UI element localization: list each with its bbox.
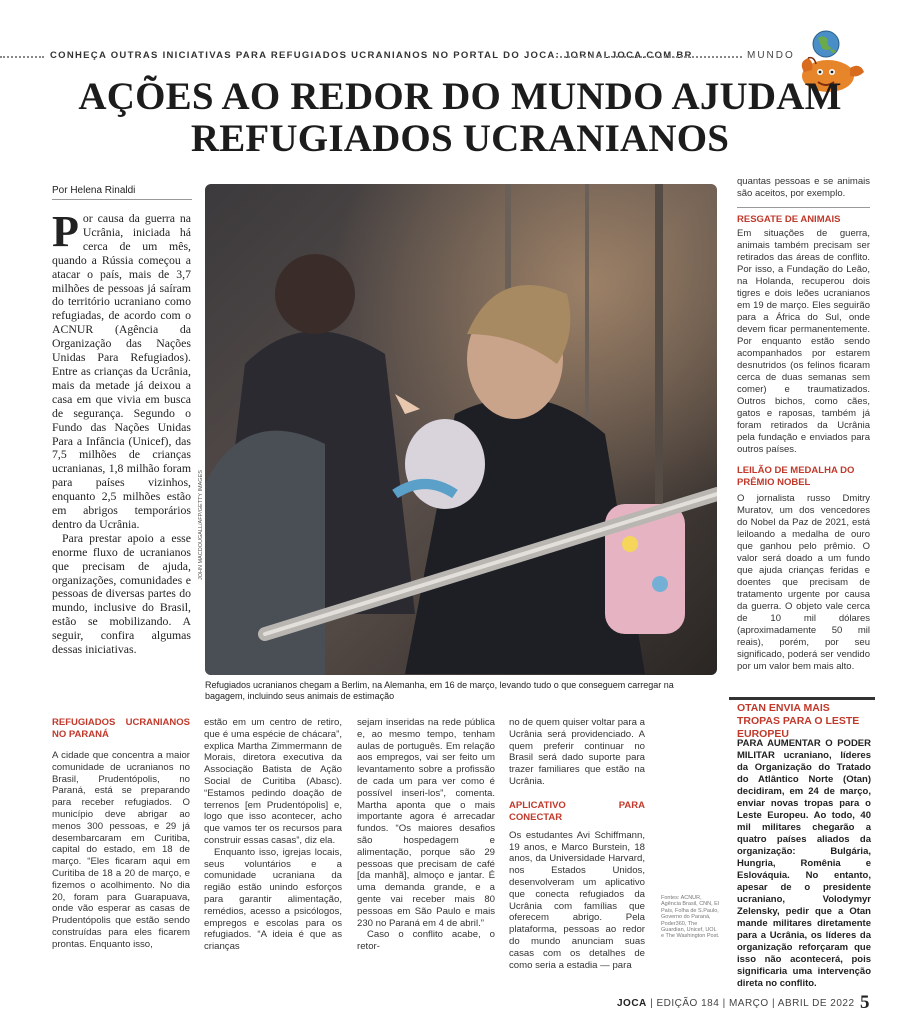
- column-1: [52, 717, 190, 951]
- column-4: [509, 717, 645, 971]
- nobel-text: O jornalista russo Dmitry Muratov, um dos vencedores do Nobel da Paz de 2021, está leiloando a medalha de ouro que ganhou pelo prêmio. O valor será doado a um fundo que ajuda crianças feridas e doentes que precisam de tratamento urgente por causa da guerra. O objeto vale cerca de 10 mil dólares (aproximadamente 50 mil reais), porém, por seu significado, poderá ser vendido por um valor bem mais alto.: [737, 493, 870, 672]
- right-column-divider: [737, 207, 870, 208]
- column-4-paragraph-1: no de quem quiser voltar para a Ucrânia será providenciado. A quem preferir continuar no Brasil será dado suporte para trazer familiares que estão na Ucrânia.: [509, 717, 645, 787]
- column-3: [357, 717, 495, 953]
- otan-heading: OTAN ENVIA MAIS TROPAS PARA O LESTE EUROPEU: [737, 702, 860, 740]
- portal-promo: CONHEÇA OUTRAS INICIATIVAS PARA REFUGIADOS UCRANIANOS NO PORTAL DO JOCA: JORNALJOCA.COM.BR: [50, 50, 693, 61]
- lead-paragraph-1: [52, 207, 191, 532]
- column-4-paragraph-2: Os estudantes Avi Schiffmann, 19 anos, e Marco Burstein, 18 anos, da Universidade Harvard, nos Estados Unidos, desenvolveram um aplicativo que conecta refugiados da Ucrânia com famílias que oferecem abrigo. Pela plataforma, pessoas ao redor do mundo anunciam suas casas com os detalhes de como seria a estadia — para: [509, 829, 645, 971]
- column-3-paragraph-2: Caso o conflito acabe, o retor-: [357, 929, 495, 953]
- column-3-paragraph-1: sejam inseridas na rede pública e, ao mesmo tempo, tenham aulas de português. Em relação aos empregos, vai ser feito um levantamento sobre a profissão de cada um para ver como é possível inseri-los”, comenta. Martha aponta que o mais importante agora é arrecadar fundos. “Os maiores desafios são hospedagem e alimentação, porque são 29 pessoas que precisam de café [da manhã], almoço e jantar. É uma demanda grande, e a gente vai receber mais 80 pessoas em São Paulo e mais 230 no Paraná em 4 de abril.”: [357, 717, 495, 929]
- top-divider-right: [556, 56, 742, 58]
- otan-text: PARA AUMENTAR O PODER MILITAR ucraniano, líderes da Organização do Tratado do Atlântico Norte (Otan) decidiram, em 24 de março, enviar novas tropas para o Leste Europeu. Ao todo, 40 mil militares chegarão a quatro países aliados da organização: Bulgária, Hungria, Romênia e Eslováquia. No entanto, apesar de o presidente ucraniano, Volodymyr Zelensky, pedir que a Otan mande militares diretamente para a Ucrânia, os líderes da organização reforçaram que isso não acontecerá, pois significaria uma intervenção direta no conflito.: [737, 738, 871, 989]
- footer-month: MARÇO: [728, 998, 769, 1009]
- byline-divider: [52, 199, 192, 200]
- column-2-paragraph-1: estão em um centro de retiro, que é uma espécie de chácara”, explica Martha Zimmermann de Morais, diretora executiva da Associação Batista de Ação Social de Curitiba (Abasc). “Estamos pedindo doação de terrenos [em Prudentópolis] e, logo que isso acontecer, acho que vamos ter os recursos para construir essas casas”, diz ela.: [204, 717, 342, 846]
- right-column-intro: quantas pessoas e se animais são aceitos, por exemplo.: [737, 176, 870, 199]
- column-2: [204, 717, 342, 953]
- photo-credit: JOHN MACDOUGALL/AFP/GETTY IMAGES: [198, 470, 204, 580]
- column-2-paragraph-2: Enquanto isso, igrejas locais, seus voluntários e a comunidade ucraniana da região estão unindo esforços para garantir alimentação, remédios, acesso a psicólogos, empregos e escolas para os refugiados. “A ideia é que as crianças: [204, 846, 342, 953]
- footer-brand: JOCA: [617, 998, 647, 1009]
- photo-caption: Refugiados ucranianos chegam a Berlim, na Alemanha, em 16 de março, levando tudo o que conseguem carregar na bagagem, incluindo seus animais de estimação: [205, 680, 674, 701]
- sources-note: Fontes: ACNUR, Agência Brasil, CNN, El País, Folha de S.Paulo, Governo do Paraná, Poder360, The Guardian, Unicef, UOL e The Washington Post.: [661, 895, 720, 940]
- top-divider-left: [0, 56, 44, 58]
- parana-heading: REFUGIADOS UCRANIANOS NO PARANÁ: [52, 717, 190, 740]
- page-number: 5: [860, 992, 870, 1013]
- byline: Por Helena Rinaldi: [52, 185, 136, 196]
- refugee-photo: [205, 184, 717, 675]
- drop-cap: P: [52, 207, 79, 256]
- section-label: MUNDO: [747, 50, 795, 61]
- footer-edition: EDIÇÃO 184: [656, 998, 720, 1009]
- headline-line-2: REFUGIADOS UCRANIANOS: [190, 117, 730, 160]
- parana-text: A cidade que concentra a maior comunidade de ucranianos no Brasil, Prudentópolis, no Paraná, está se preparando para receber refugiados. O município deve abrigar ao menos 300 pessoas, e 29 já desembarcaram em Curitiba, capital do estado, em 18 de março. “Eles ficaram aqui em Curitiba de 18 a 20 de março, e fizemos o acolhimento. No dia 20, foram para Guarapuava, onde vão esperar as casas de Prudentópolis que estão sendo construídas para eles ficarem prontas. Enquanto isso,: [52, 750, 190, 950]
- lead-paragraph-2: Para prestar apoio a esse enorme fluxo de ucranianos que precisam de ajuda, organizações, comunidades e pessoas de diversas partes do mundo, inclusive do Brasil, estão se mobilizando. A seguir, confira algumas dessas iniciativas.: [52, 530, 191, 657]
- nobel-heading: LEILÃO DE MEDALHA DO PRÊMIO NOBEL: [737, 465, 855, 488]
- page-title: [40, 76, 880, 160]
- app-heading: APLICATIVO PARA CONECTAR: [509, 799, 645, 823]
- headline-line-1: AÇÕES AO REDOR DO MUNDO AJUDAM: [78, 75, 842, 118]
- lead-text: [52, 207, 191, 657]
- lead-paragraph-1-text: or causa da guerra na Ucrânia, iniciada há cerca de um mês, quando a Rússia começou a atacar o país, mais de 3,7 milhões de pessoas já saíram do território ucraniano como refugiadas, de acordo com o ACNUR (Agência da Organização das Nações Unidas Para Refugiados). Entre as crianças da Ucrânia, mais da metade já deixou a casa em que vivia em busca de segurança. Segundo o Fundo das Nações Unidas Para a Infância (Unicef), das 7,5 milhões de crianças ucranianas, 1,8 milhão foram para países vizinhos, enquanto 2,5 milhões estão em abrigos temporários dentro da Ucrânia.: [52, 211, 191, 531]
- page-footer: JOCA | EDIÇÃO 184 | MARÇO | ABRIL DE 2022: [617, 998, 855, 1009]
- animals-heading: RESGATE DE ANIMAIS: [737, 214, 841, 225]
- animals-text: Em situações de guerra, animais também precisam ser retirados das áreas de conflito. Por isso, a Fundação do Leão, na Holanda, recuperou dois tigres e dois leões ucranianos em 19 de março. Eles seguirão para a África do Sul, onde devem ficar permanentemente. Por enquanto estão sendo acompanhados por estarem desnutridos (os felinos ficaram cerca de duas semanas sem comer) e traumatizados. Outros bichos, como cães, gatos e raposas, também já foram retirados da Ucrânia pela fundação e enviados para outros países.: [737, 228, 870, 455]
- footer-date: ABRIL DE 2022: [777, 998, 855, 1009]
